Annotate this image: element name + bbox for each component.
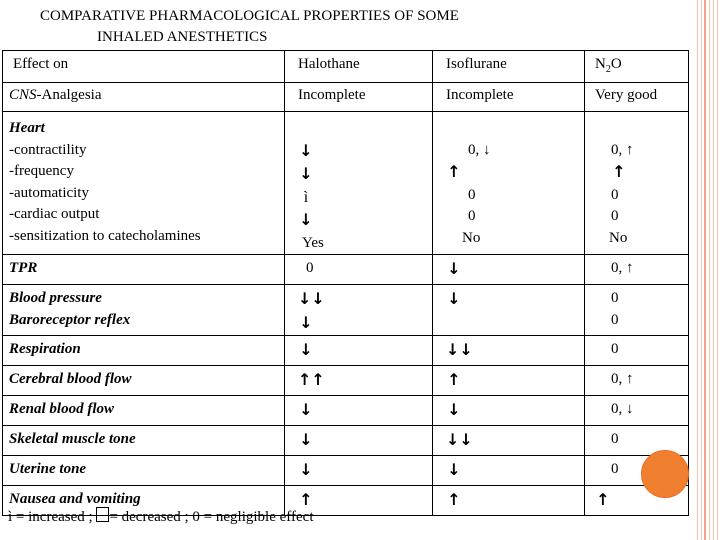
uterine-isoflurane: ↓ bbox=[433, 456, 585, 486]
table-row-tpr bbox=[3, 255, 689, 285]
tpr-label: TPR bbox=[3, 255, 285, 285]
table-row-respiration bbox=[3, 336, 689, 366]
header-n2o: $N_2O$ bbox=[585, 51, 689, 83]
skeletal-halothane: ↓ bbox=[285, 426, 433, 456]
properties-table bbox=[2, 50, 689, 516]
nausea-label: Nausea and vomiting bbox=[3, 486, 285, 516]
uterine-label: Uterine tone bbox=[3, 456, 285, 486]
cns-halothane: Incomplete bbox=[285, 83, 433, 112]
header-halothane: Halothane bbox=[285, 51, 433, 83]
bp-label: Blood pressure Baroreceptor reflex bbox=[3, 285, 285, 336]
renal-label: Renal blood flow bbox=[3, 396, 285, 426]
orange-circle-icon bbox=[641, 450, 689, 498]
table-row-uterine bbox=[3, 456, 689, 486]
skeletal-label: Skeletal muscle tone bbox=[3, 426, 285, 456]
skeletal-n2o: 0 bbox=[585, 426, 689, 456]
renal-n2o: 0, ↓ bbox=[585, 396, 689, 426]
legend bbox=[8, 507, 314, 526]
table-row-skeletal bbox=[3, 426, 689, 456]
heart-n2o: 0, ↑ ↑ 0 0 No bbox=[585, 112, 689, 255]
cerebral-label: Cerebral blood flow bbox=[3, 366, 285, 396]
renal-halothane: ↓ bbox=[285, 396, 433, 426]
page-title bbox=[40, 6, 459, 48]
tpr-halothane: 0 bbox=[285, 255, 433, 285]
uterine-halothane: ↓ bbox=[285, 456, 433, 486]
decorative-line bbox=[704, 0, 706, 540]
nausea-isoflurane: ↑ bbox=[433, 486, 585, 516]
title-line-2: INHALED ANESTHETICS bbox=[97, 29, 268, 45]
cerebral-n2o: 0, ↑ bbox=[585, 366, 689, 396]
missing-glyph-box-icon bbox=[96, 507, 109, 522]
table-row-cns bbox=[3, 83, 689, 112]
cns-label: CNS-Analgesia bbox=[3, 83, 285, 112]
bp-isoflurane: ↓ bbox=[433, 285, 585, 336]
decorative-stripe bbox=[694, 0, 720, 540]
table-row-renal bbox=[3, 396, 689, 426]
renal-isoflurane: ↓ bbox=[433, 396, 585, 426]
respiration-n2o: 0 bbox=[585, 336, 689, 366]
heart-halothane: ↓ ↓ ì ↓ Yes bbox=[285, 112, 433, 255]
header-effect: Effect on bbox=[3, 51, 285, 83]
respiration-halothane: ↓ bbox=[285, 336, 433, 366]
tpr-isoflurane: ↓ bbox=[433, 255, 585, 285]
respiration-isoflurane: ↓↓ bbox=[433, 336, 585, 366]
header-isoflurane: Isoflurane bbox=[433, 51, 585, 83]
skeletal-isoflurane: ↓↓ bbox=[433, 426, 585, 456]
heart-isoflurane: 0, ↓ ↑ 0 0 No bbox=[433, 112, 585, 255]
legend-decreased: = decreased ; 0 = negligible effect bbox=[109, 509, 314, 525]
title-line-1: COMPARATIVE PHARMACOLOGICAL PROPERTIES OF SOME bbox=[40, 8, 459, 24]
bp-n2o: 0 0 bbox=[585, 285, 689, 336]
legend-increased: ì = increased ; bbox=[8, 509, 97, 525]
nausea-halothane: ↑ bbox=[285, 486, 433, 516]
cns-isoflurane: Incomplete bbox=[433, 83, 585, 112]
cerebral-isoflurane: ↑ bbox=[433, 366, 585, 396]
cerebral-halothane: ↑↑ bbox=[285, 366, 433, 396]
respiration-label: Respiration bbox=[3, 336, 285, 366]
table-row-cerebral bbox=[3, 366, 689, 396]
table-row-blood-pressure bbox=[3, 285, 689, 336]
bp-halothane: ↓↓ ↓ bbox=[285, 285, 433, 336]
heart-label: Heart -contractility -frequency -automaticity -cardiac output -sensitization to catecholamines bbox=[3, 112, 285, 255]
nausea-n2o: ↑ bbox=[585, 486, 689, 516]
table-header-row bbox=[3, 51, 689, 83]
tpr-n2o: 0, ↑ bbox=[585, 255, 689, 285]
cns-n2o: Very good bbox=[585, 83, 689, 112]
table-row-heart bbox=[3, 112, 689, 255]
uterine-n2o: 0 bbox=[585, 456, 689, 486]
